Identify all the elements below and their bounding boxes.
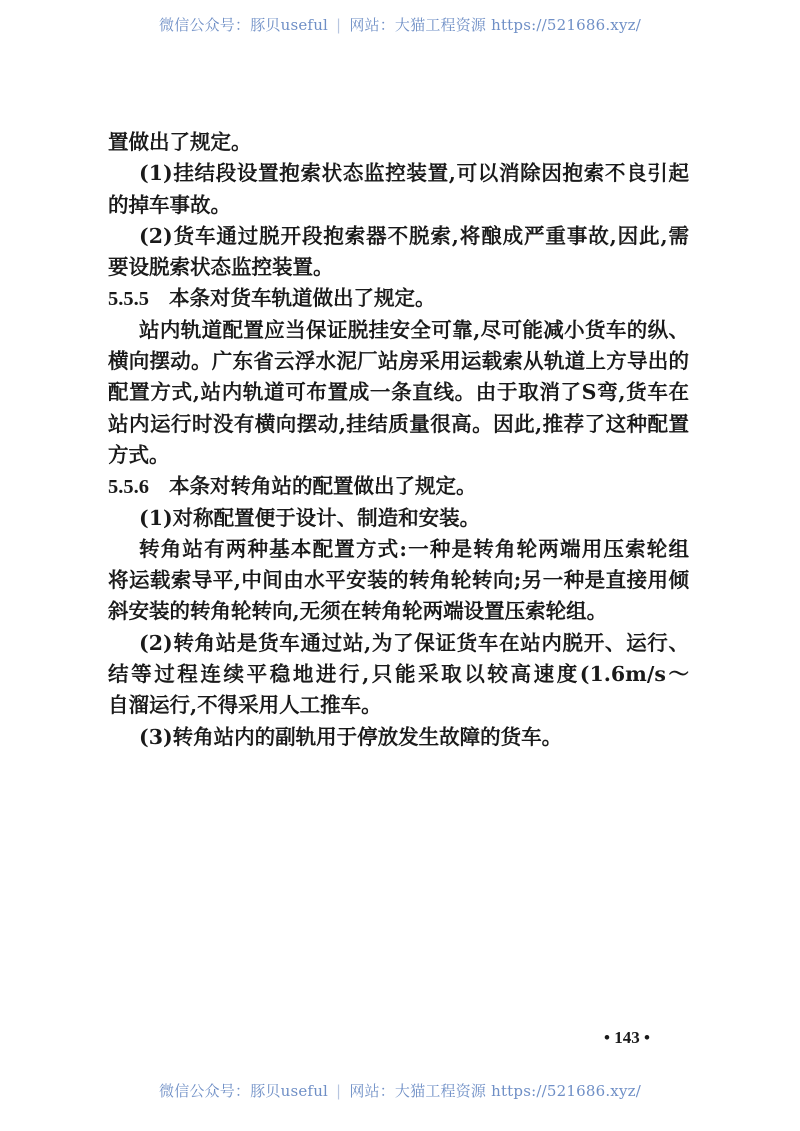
text-line bbox=[108, 628, 689, 659]
watermark-website: 网站：大猫工程资源 https://521686.xyz/ bbox=[349, 1082, 641, 1100]
text-line bbox=[108, 409, 689, 440]
text-line bbox=[108, 127, 689, 158]
text-line bbox=[108, 690, 689, 721]
text-line bbox=[108, 346, 689, 377]
text-line bbox=[108, 596, 689, 627]
section-heading-line bbox=[108, 283, 689, 314]
section-number: 5.5.6 bbox=[108, 476, 149, 499]
line-text: 转角站有两种基本配置方式:一种是转角轮两端用压索轮组 bbox=[139, 536, 689, 561]
text-line bbox=[108, 315, 689, 346]
line-text: 站内运行时没有横向摆动,挂结质量很高。因此,推荐了这种配置 bbox=[108, 411, 689, 436]
watermark-footer bbox=[0, 1080, 800, 1101]
line-text: 配置方式,站内轨道可布置成一条直线。由于取消了S弯,货车在 bbox=[108, 380, 689, 405]
line-text: (2)货车通过脱开段抱索器不脱索,将酿成严重事故,因此,需 bbox=[139, 223, 689, 248]
text-line bbox=[108, 503, 689, 534]
watermark-website: 网站：大猫工程资源 https://521686.xyz/ bbox=[349, 16, 641, 34]
line-text: 自溜运行,不得采用人工推车。 bbox=[108, 693, 382, 718]
text-line bbox=[108, 722, 689, 753]
section-number: 5.5.5 bbox=[108, 288, 149, 311]
line-text: 本条对转角站的配置做出了规定。 bbox=[169, 474, 477, 499]
document-body bbox=[108, 127, 689, 753]
line-text: 斜安装的转角轮转向,无须在转角轮两端设置压索轮组。 bbox=[108, 599, 608, 624]
line-text: (1)对称配置便于设计、制造和安装。 bbox=[139, 505, 481, 530]
watermark-separator: | bbox=[336, 16, 342, 34]
line-text: 站内轨道配置应当保证脱挂安全可靠,尽可能减小货车的纵、 bbox=[139, 317, 689, 342]
section-heading-line bbox=[108, 471, 689, 502]
text-line bbox=[108, 190, 689, 221]
page-number: • 143 • bbox=[604, 1028, 650, 1047]
line-text: (1)挂结段设置抱索状态监控装置,可以消除因抱索不良引起 bbox=[139, 161, 689, 186]
line-text: 本条对货车轨道做出了规定。 bbox=[169, 286, 436, 311]
line-text: 结等过程连续平稳地进行,只能采取以较高速度(1.6m/s～ bbox=[108, 662, 689, 687]
watermark-header bbox=[0, 14, 800, 35]
line-text: 置做出了规定。 bbox=[108, 130, 252, 154]
line-text: 的掉车事故。 bbox=[108, 192, 231, 217]
text-line bbox=[108, 252, 689, 283]
line-text: 要设脱索状态监控装置。 bbox=[108, 255, 334, 280]
line-text: 方式。 bbox=[108, 442, 170, 467]
text-line bbox=[108, 440, 689, 471]
text-line bbox=[108, 534, 689, 565]
line-text: (3)转角站内的副轨用于停放发生故障的货车。 bbox=[139, 724, 563, 749]
text-line bbox=[108, 659, 689, 690]
text-line bbox=[108, 565, 689, 596]
text-line bbox=[108, 158, 689, 189]
watermark-wechat: 微信公众号：豚贝useful bbox=[159, 1082, 329, 1100]
line-text: (2)转角站是货车通过站,为了保证货车在站内脱开、运行、 bbox=[139, 630, 689, 655]
line-text: 将运载索导平,中间由水平安装的转角轮转向;另一种是直接用倾 bbox=[108, 568, 689, 593]
line-text: 横向摆动。广东省云浮水泥厂站房采用运载索从轨道上方导出的 bbox=[108, 349, 689, 374]
text-line bbox=[108, 221, 689, 252]
watermark-wechat: 微信公众号：豚贝useful bbox=[159, 16, 329, 34]
watermark-separator: | bbox=[336, 1082, 342, 1100]
text-line bbox=[108, 377, 689, 408]
